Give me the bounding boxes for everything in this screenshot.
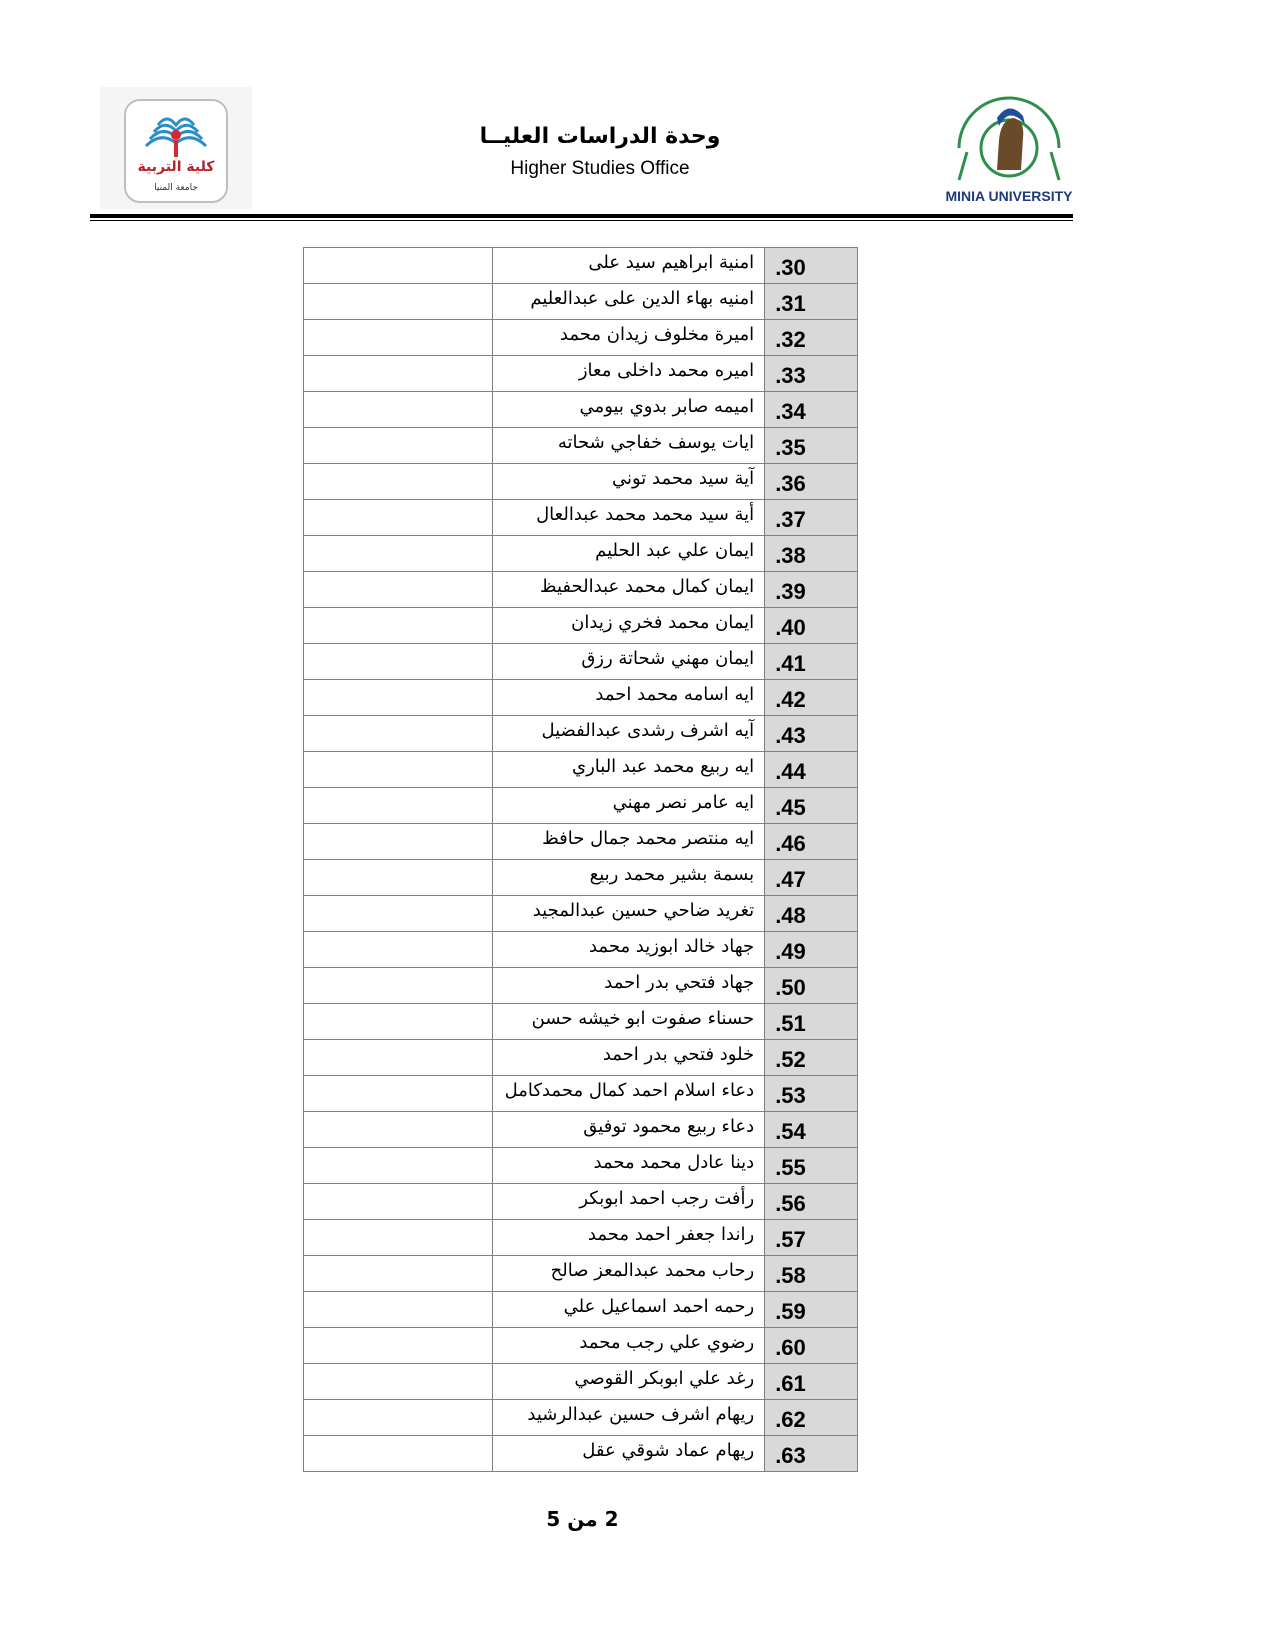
row-number-cell: .36 (765, 464, 858, 500)
student-name-cell: ايه عامر نصر مهني (493, 788, 765, 824)
row-number-cell: .37 (765, 500, 858, 536)
student-name-cell: بسمة بشير محمد ربيع (493, 860, 765, 896)
row-number-cell: .62 (765, 1400, 858, 1436)
row-number-cell: .54 (765, 1112, 858, 1148)
empty-cell (304, 1400, 493, 1436)
table-row (304, 464, 858, 500)
row-number-cell: .59 (765, 1292, 858, 1328)
row-number-cell: .34 (765, 392, 858, 428)
office-title-arabic: وحدة الدراسات العليــا (479, 124, 721, 149)
row-number-cell: .51 (765, 1004, 858, 1040)
table-row (304, 248, 858, 284)
table-row (304, 356, 858, 392)
student-name-cell: رضوي علي رجب محمد (493, 1328, 765, 1364)
table-row (304, 752, 858, 788)
table-row (304, 1004, 858, 1040)
student-name-cell: دينا عادل محمد محمد (493, 1148, 765, 1184)
college-logo-badge (124, 99, 228, 203)
student-name-cell: خلود فتحي بدر احمد (493, 1040, 765, 1076)
table-row (304, 1328, 858, 1364)
table-row (304, 1040, 858, 1076)
row-number-cell: .47 (765, 860, 858, 896)
table-row (304, 1076, 858, 1112)
empty-cell (304, 824, 493, 860)
header-divider-thick (90, 214, 1073, 218)
student-name-cell: ايمان علي عبد الحليم (493, 536, 765, 572)
student-name-cell: ايمان مهني شحاتة رزق (493, 644, 765, 680)
college-logo-text: كلية التربية (137, 159, 215, 175)
empty-cell (304, 1436, 493, 1472)
student-name-cell: ايات يوسف خفاجي شحاته (493, 428, 765, 464)
empty-cell (304, 356, 493, 392)
table-row (304, 536, 858, 572)
table-row (304, 644, 858, 680)
student-name-cell: ايه ربيع محمد عبد الباري (493, 752, 765, 788)
student-name-cell: آية سيد محمد توني (493, 464, 765, 500)
empty-cell (304, 1148, 493, 1184)
table-row (304, 896, 858, 932)
table-row (304, 1436, 858, 1472)
empty-cell (304, 1256, 493, 1292)
table-row (304, 1292, 858, 1328)
student-name-cell: اميمه صابر بدوي بيومي (493, 392, 765, 428)
student-name-cell: راندا جعفر احمد محمد (493, 1220, 765, 1256)
empty-cell (304, 428, 493, 464)
student-name-cell: ايه اسامه محمد احمد (493, 680, 765, 716)
student-names-table (303, 247, 858, 1472)
row-number-cell: .48 (765, 896, 858, 932)
empty-cell (304, 1004, 493, 1040)
table-row (304, 1148, 858, 1184)
open-book-icon (126, 101, 226, 161)
table-row (304, 1220, 858, 1256)
student-name-cell: آيه اشرف رشدى عبدالفضيل (493, 716, 765, 752)
row-number-cell: .35 (765, 428, 858, 464)
row-number-cell: .49 (765, 932, 858, 968)
row-number-cell: .60 (765, 1328, 858, 1364)
empty-cell (304, 1112, 493, 1148)
empty-cell (304, 284, 493, 320)
empty-cell (304, 1292, 493, 1328)
table-row (304, 500, 858, 536)
empty-cell (304, 320, 493, 356)
student-name-cell: ريهام اشرف حسين عبدالرشيد (493, 1400, 765, 1436)
table-row (304, 1112, 858, 1148)
table-row (304, 1256, 858, 1292)
empty-cell (304, 968, 493, 1004)
student-name-cell: دعاء اسلام احمد كمال محمدكامل (493, 1076, 765, 1112)
empty-cell (304, 392, 493, 428)
empty-cell (304, 752, 493, 788)
student-name-cell: حسناء صفوت ابو خيشه حسن (493, 1004, 765, 1040)
student-name-cell: ايه منتصر محمد جمال حافظ (493, 824, 765, 860)
table-row (304, 428, 858, 464)
empty-cell (304, 1328, 493, 1364)
empty-cell (304, 932, 493, 968)
empty-cell (304, 860, 493, 896)
table-row (304, 1364, 858, 1400)
empty-cell (304, 788, 493, 824)
table-row (304, 284, 858, 320)
table-row (304, 1400, 858, 1436)
student-name-cell: اميرة مخلوف زيدان محمد (493, 320, 765, 356)
row-number-cell: .32 (765, 320, 858, 356)
row-number-cell: .52 (765, 1040, 858, 1076)
office-title-english: Higher Studies Office (510, 158, 690, 179)
student-name-cell: رغد علي ابوبكر القوصي (493, 1364, 765, 1400)
empty-cell (304, 536, 493, 572)
empty-cell (304, 1364, 493, 1400)
table-row (304, 320, 858, 356)
row-number-cell: .46 (765, 824, 858, 860)
empty-cell (304, 1220, 493, 1256)
row-number-cell: .31 (765, 284, 858, 320)
student-names-table-body (304, 248, 858, 1472)
row-number-cell: .63 (765, 1436, 858, 1472)
table-row (304, 392, 858, 428)
table-row (304, 1184, 858, 1220)
student-name-cell: جهاد خالد ابوزيد محمد (493, 932, 765, 968)
empty-cell (304, 500, 493, 536)
row-number-cell: .57 (765, 1220, 858, 1256)
student-name-cell: اميره محمد داخلى معاز (493, 356, 765, 392)
row-number-cell: .44 (765, 752, 858, 788)
row-number-cell: .45 (765, 788, 858, 824)
student-name-cell: امنية ابراهيم سيد على (493, 248, 765, 284)
row-number-cell: .61 (765, 1364, 858, 1400)
row-number-cell: .53 (765, 1076, 858, 1112)
empty-cell (304, 248, 493, 284)
student-name-cell: رحمه احمد اسماعيل علي (493, 1292, 765, 1328)
table-row (304, 860, 858, 896)
table-row (304, 932, 858, 968)
student-name-cell: رحاب محمد عبدالمعز صالح (493, 1256, 765, 1292)
row-number-cell: .42 (765, 680, 858, 716)
student-name-cell: أية سيد محمد محمد عبدالعال (493, 500, 765, 536)
empty-cell (304, 1040, 493, 1076)
header-divider-thin (90, 220, 1073, 221)
row-number-cell: .30 (765, 248, 858, 284)
student-name-cell: ايمان محمد فخري زيدان (493, 608, 765, 644)
row-number-cell: .56 (765, 1184, 858, 1220)
row-number-cell: .55 (765, 1148, 858, 1184)
page-number: 2 من 5 (546, 1507, 619, 1531)
empty-cell (304, 680, 493, 716)
minia-university-logo-text: MINIA UNIVERSITY (945, 188, 1073, 204)
college-logo-subtext: جامعة المنيا (154, 183, 198, 193)
empty-cell (304, 1076, 493, 1112)
student-name-cell: تغريد ضاحي حسين عبدالمجيد (493, 896, 765, 932)
empty-cell (304, 608, 493, 644)
row-number-cell: .41 (765, 644, 858, 680)
table-row (304, 716, 858, 752)
student-name-cell: دعاء ربيع محمود توفيق (493, 1112, 765, 1148)
empty-cell (304, 896, 493, 932)
row-number-cell: .50 (765, 968, 858, 1004)
row-number-cell: .38 (765, 536, 858, 572)
table-row (304, 824, 858, 860)
row-number-cell: .39 (765, 572, 858, 608)
row-number-cell: .33 (765, 356, 858, 392)
table-row (304, 608, 858, 644)
table-row (304, 788, 858, 824)
student-name-cell: امنيه بهاء الدين على عبدالعليم (493, 284, 765, 320)
college-of-education-logo (100, 87, 252, 209)
empty-cell (304, 1184, 493, 1220)
row-number-cell: .40 (765, 608, 858, 644)
nefertiti-emblem-icon (945, 86, 1073, 186)
empty-cell (304, 464, 493, 500)
table-row (304, 968, 858, 1004)
row-number-cell: .43 (765, 716, 858, 752)
minia-university-logo (945, 86, 1073, 208)
student-name-cell: رأفت رجب احمد ابوبكر (493, 1184, 765, 1220)
empty-cell (304, 572, 493, 608)
student-name-cell: ريهام عماد شوقي عقل (493, 1436, 765, 1472)
table-row (304, 572, 858, 608)
empty-cell (304, 716, 493, 752)
student-name-cell: جهاد فتحي بدر احمد (493, 968, 765, 1004)
empty-cell (304, 644, 493, 680)
table-row (304, 680, 858, 716)
student-name-cell: ايمان كمال محمد عبدالحفيظ (493, 572, 765, 608)
row-number-cell: .58 (765, 1256, 858, 1292)
